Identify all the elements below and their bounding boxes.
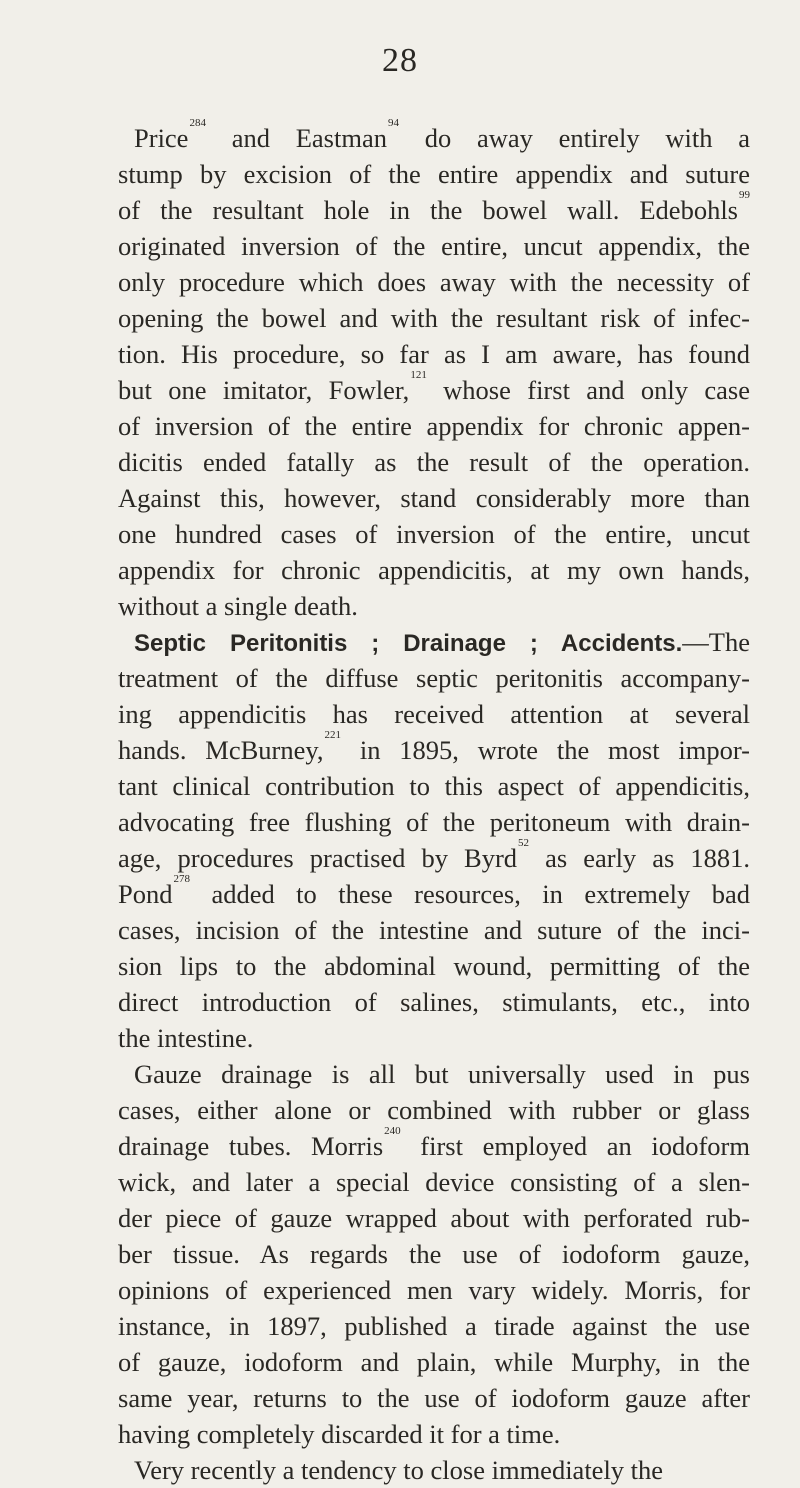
text-line: tion. His procedure, so far as I am aware, has found — [118, 339, 750, 369]
text-line: opening the bowel and with the resultant risk of infec- — [118, 303, 750, 333]
text-line: of gauze, iodoform and plain, while Murphy, in the — [118, 1347, 750, 1377]
text-line: Gauze drainage is all but universally used in pus — [134, 1059, 750, 1089]
text-line: but one imitator, Fowler,$^{121}$ whose first and only case — [118, 369, 750, 405]
footnote-ref: 94 — [387, 117, 399, 129]
text-line: der piece of gauze wrapped about with perforated rub- — [118, 1203, 750, 1233]
text-line: ing appendicitis has received attention at several — [118, 699, 750, 729]
text-line: treatment of the diffuse septic peritonitis accompany- — [118, 663, 750, 693]
footnote-ref: 52 — [518, 837, 530, 849]
text-line: ber tissue. As regards the use of iodoform gauze, — [118, 1239, 750, 1269]
text-line: age, procedures practised by Byrd$^{52}$ as early as 1881. — [118, 837, 750, 873]
text-line: sion lips to the abdominal wound, permitting of the — [118, 951, 750, 981]
text-line: of inversion of the entire appendix for chronic appen- — [118, 411, 750, 441]
text-line: Very recently a tendency to close immediately the — [134, 1455, 664, 1485]
text-line: stump by excision of the entire appendix and suture — [118, 159, 750, 189]
text-line: cases, incision of the intestine and suture of the inci- — [118, 915, 750, 945]
text-line: appendix for chronic appendicitis, at my own hands, — [118, 555, 750, 585]
footnote-ref: 121 — [410, 369, 427, 381]
text-line: hands. McBurney,$^{221}$ in 1895, wrote the most impor- — [118, 729, 750, 765]
text-line: without a single death. — [118, 591, 358, 621]
text-line: tant clinical contribution to this aspect of appendicitis, — [118, 771, 750, 801]
section-heading: Septic Peritonitis ; Drainage ; Accidents. — [134, 630, 683, 657]
text-line: Pond$^{278}$ added to these resources, in extremely bad — [118, 873, 750, 909]
page-number: 28 — [382, 42, 418, 79]
body-text — [118, 117, 750, 1488]
text-line: having completely discarded it for a time. — [118, 1419, 561, 1449]
text-line: cases, either alone or combined with rubber or glass — [118, 1095, 750, 1125]
text-line: originated inversion of the entire, uncut appendix, the — [118, 231, 750, 261]
footnote-ref: 240 — [384, 1125, 401, 1137]
text-line: only procedure which does away with the necessity of — [118, 267, 750, 297]
text-line: advocating free flushing of the peritoneum with drain- — [118, 807, 750, 837]
footnote-ref: 221 — [324, 729, 342, 741]
text-line: one hundred cases of inversion of the entire, uncut — [118, 519, 750, 549]
text-line: opinions of experienced men vary widely. Morris, for — [118, 1275, 750, 1305]
text-line: Septic Peritonitis ; Drainage ; Accidents.—The — [134, 627, 750, 657]
text-line: Price$^{284}$ and Eastman$^{94}$ do away entirely with a — [134, 117, 750, 153]
text-line: same year, returns to the use of iodoform gauze after — [118, 1383, 750, 1413]
text-line: the intestine. — [118, 1023, 254, 1053]
text-line: instance, in 1897, published a tirade against the use — [118, 1311, 750, 1341]
footnote-ref: 284 — [189, 117, 206, 129]
text-line: dicitis ended fatally as the result of the operation. — [118, 447, 750, 477]
text-line: Against this, however, stand considerably more than — [118, 483, 750, 513]
text-line: direct introduction of salines, stimulants, etc., into — [118, 987, 750, 1017]
footnote-ref: 99 — [739, 189, 750, 201]
text-line: drainage tubes. Morris$^{240}$ first employed an iodoform — [118, 1125, 750, 1161]
text-line: wick, and later a special device consisting of a slen- — [118, 1167, 750, 1197]
text-line: of the resultant hole in the bowel wall. Edebohls$^{99}$ — [118, 189, 750, 225]
footnote-ref: 278 — [173, 873, 190, 885]
